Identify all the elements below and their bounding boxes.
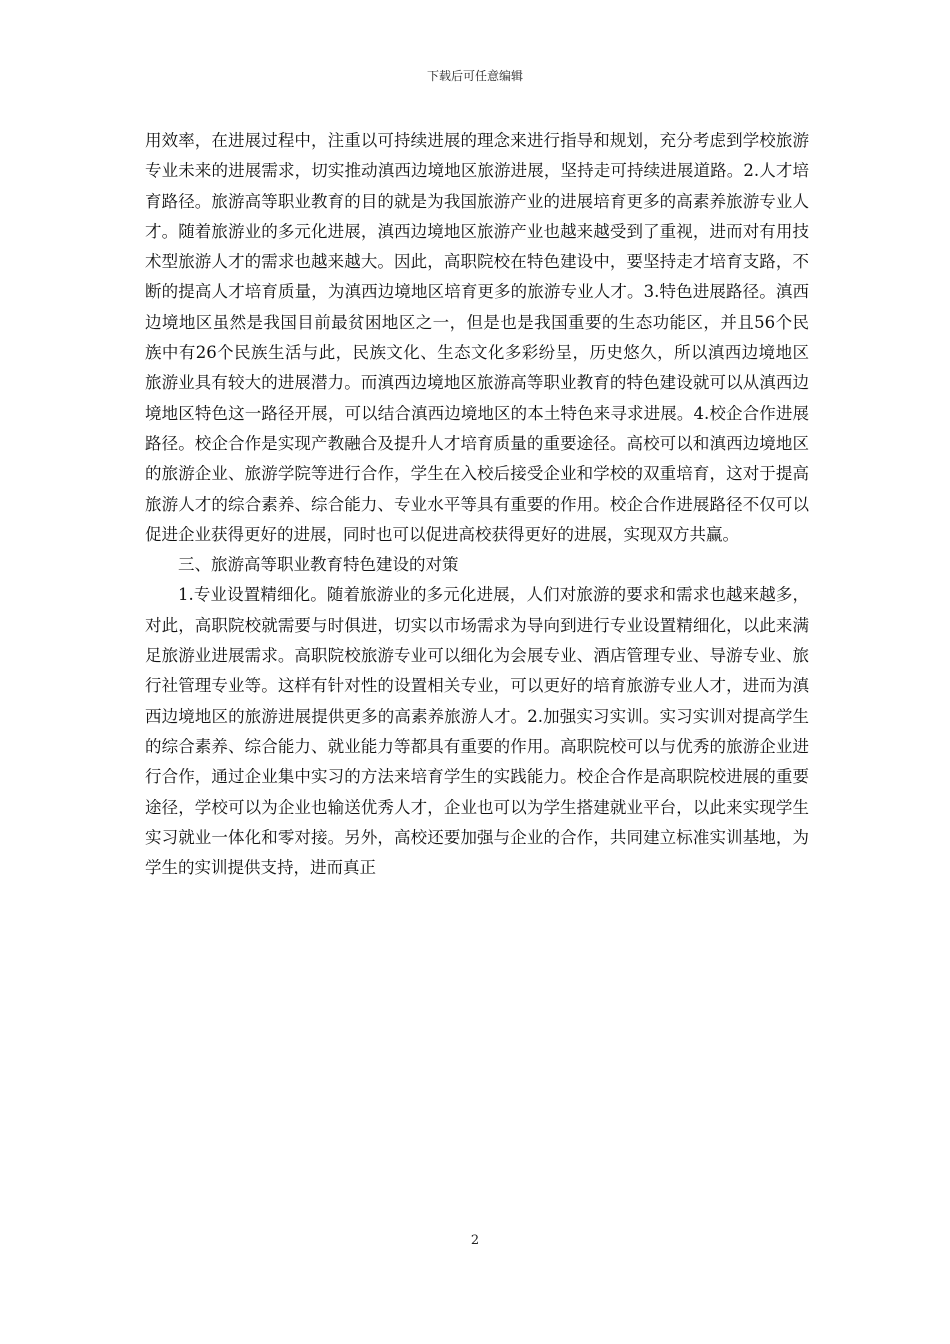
paragraph-continued: 用效率，在进展过程中，注重以可持续进展的理念来进行指导和规划，充分考虑到学校旅游专业未来的进展需求，切实推动滇西边境地区旅游进展，坚持走可持续进展道路。2.人才培育路径。旅游高等职业教育的目的就是为我国旅游产业的进展培育更多的高素养旅游专业人才。随着旅游业的多元化进展，滇西边境地区旅游产业也越来越受到了重视，进而对有用技术型旅游人才的需求也越来越大。因此，高职院校在特色建设中，要坚持走才培育支路，不断的提高人才培育质量，为滇西边境地区培育更多的旅游专业人才。3.特色进展路径。滇西边境地区虽然是我国目前最贫困地区之一，但是也是我国重要的生态功能区，并且56个民族中有26个民族生活与此，民族文化、生态文化多彩纷呈，历史悠久，所以滇西边境地区旅游业具有较大的进展潜力。而滇西边境地区旅游高等职业教育的特色建设就可以从滇西边境地区特色这一路径开展，可以结合滇西边境地区的本土特色来寻求进展。4.校企合作进展路径。校企合作是实现产教融合及提升人才培育质量的重要途径。高校可以和滇西边境地区的旅游企业、旅游学院等进行合作，学生在入校后接受企业和学校的双重培育，这对于提高旅游人才的综合素养、综合能力、专业水平等具有重要的作用。校企合作进展路径不仅可以促进企业获得更好的进展，同时也可以促进高校获得更好的进展，实现双方共赢。 — [145, 131, 809, 544]
document-body — [145, 126, 809, 883]
page-number: 2 — [470, 1233, 480, 1248]
paragraph: 1.专业设置精细化。随着旅游业的多元化进展，人们对旅游的要求和需求也越来越多，对此，高职院校就需要与时俱进，切实以市场需求为导向到进行专业设置精细化，以此来满足旅游业进展需求。高职院校旅游专业可以细化为会展专业、酒店管理专业、导游专业、旅行社管理专业等。这样有针对性的设置相关专业，可以更好的培育旅游专业人才，进而为滇西边境地区的旅游进展提供更多的高素养旅游人才。2.加强实习实训。实习实训对提高学生的综合素养、综合能力、就业能力等都具有重要的作用。高职院校可以与优秀的旅游企业进行合作，通过企业集中实习的方法来培育学生的实践能力。校企合作是高职院校进展的重要途径，学校可以为企业也输送优秀人才，企业也可以为学生搭建就业平台，以此来实现学生实习就业一体化和零对接。另外，高校还要加强与企业的合作，共同建立标准实训基地，为学生的实训提供支持，进而真正 — [145, 585, 809, 878]
page-header: 下载后可任意编辑 — [426, 69, 523, 83]
section-heading: 三、旅游高等职业教育特色建设的对策 — [178, 555, 459, 575]
